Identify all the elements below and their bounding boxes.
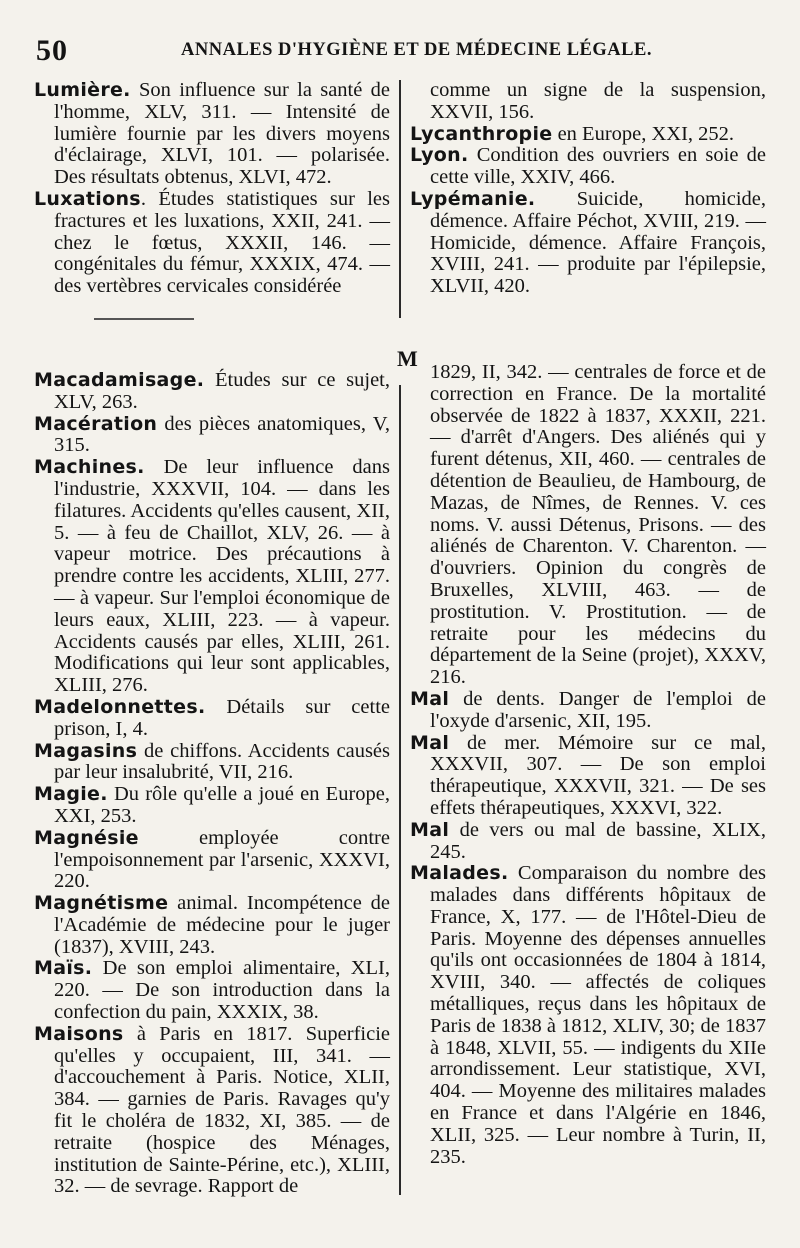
entry-term: Luxations [34, 187, 141, 210]
column-rule-top [399, 80, 401, 318]
index-entry [34, 784, 390, 828]
section-gap [410, 298, 766, 362]
entry-text: de vers ou mal de bassine, XLIX, 245. [430, 818, 766, 863]
entry-text: De leur influence dans l'industrie, XXXVII, 104. — dans les filatures. Accidents qu'elles causent, XII, 5. — à feu de Chaillot, XLV, 26. — à vapeur motrice. Des précautions à prendre contre les accidents, XLIII, 277. — à vapeur. Sur l'emploi économique de leurs eaux, XLIII, 223. — à vapeur. Accidents causés par elles, XLIII, 261. Modifications qui leur sont applicables, XLIII, 276. [54, 456, 390, 697]
index-entry [34, 1024, 390, 1198]
index-entry [410, 124, 766, 146]
entry-text: Études sur ce sujet, XLV, 263. [54, 368, 390, 413]
entry-term: Malades. [410, 862, 509, 885]
entry-text: Comparaison du nombre des malades dans différents hôpitaux de France, X, 177. — de l'Hôtel-Dieu de Paris. Moyenne des dépenses annuelles qu'ils ont occasionnées de 1804 à 1814, XVIII, 340. — affectés de coliques métalliques, reçus dans les hôpitaux de Paris de 1838 à 1812, XLIV, 30; de 1837 à 1848, XLVII, 55. — indigents du XIIe arrondissement. Leur statistique, XVI, 404. — Moyenne des militaires malades en France et dans l'Algérie en 1846, XLII, 325. — Leur nombre à Turin, II, 235. [430, 862, 766, 1168]
index-entry [410, 145, 766, 189]
index-entry [34, 741, 390, 785]
entry-term: Maïs. [34, 957, 93, 980]
entry-text: animal. Incompétence de l'Académie de médecine pour le juger (1837), XVIII, 243. [54, 892, 390, 958]
right-column [410, 80, 766, 1168]
entry-text: Suicide, homicide, démence. Affaire Péchot, XVIII, 219. — Homicide, démence. Affaire François, XVIII, 241. — produite par l'épilepsie, XLVII, 420. [430, 187, 766, 298]
running-title: ANNALES D'HYGIÈNE ET DE MÉDECINE LÉGALE. [181, 40, 652, 60]
entry-term: Macération [34, 412, 158, 435]
index-entry [34, 893, 390, 958]
index-entry [34, 189, 390, 298]
section-separator [94, 304, 194, 320]
index-entry [410, 820, 766, 864]
entry-text: des pièces anatomiques, V, 315. [54, 412, 390, 457]
entry-term: Maisons [34, 1022, 124, 1045]
page-number: 50 [36, 34, 68, 67]
section-letter: M [397, 346, 418, 371]
entry-text: De son emploi alimentaire, XLI, 220. — De son introduction dans la confection du pain, XXXIX, 38. [54, 957, 390, 1024]
index-entry [34, 414, 390, 458]
page-header [36, 34, 762, 70]
entry-text: de mer. Mémoire sur ce mal, XXXVII, 307. — De son emploi thérapeutique, XXXVII, 321. — De ses effets thérapeutiques, XXXVI, 322. [430, 731, 766, 819]
left-column [34, 80, 390, 1198]
entry-text: Condition des ouvriers en soie de cette ville, XXIV, 466. [430, 144, 766, 189]
entry-text: Son influence sur la santé de l'homme, XLV, 311. — Intensité de lumière fournie par les divers moyens d'éclairage, XLVI, 101. — polarisée. Des résultats obtenus, XLVI, 472. [54, 79, 390, 189]
section-gap [34, 326, 390, 370]
index-entry [410, 733, 766, 820]
continued-entry [410, 80, 766, 124]
index-entry [410, 689, 766, 733]
index-entry [34, 958, 390, 1023]
entry-term: Magasins [34, 739, 138, 762]
entry-term: Lumière. [34, 79, 131, 101]
entry-term: Madelonnettes. [34, 695, 206, 718]
entry-text: de dents. Danger de l'emploi de l'oxyde d'arsenic, XII, 195. [430, 687, 766, 732]
entry-term: Lyon. [410, 144, 469, 167]
index-entry [34, 457, 390, 697]
index-entry [34, 697, 390, 741]
column-rule-bottom [399, 385, 401, 1195]
entry-term: Lypémanie. [410, 187, 536, 210]
entry-term: Machines. [34, 456, 145, 479]
entry-text: à Paris en 1817. Superficie qu'elles y occupaient, III, 341. — d'accouchement à Paris. Notice, XLII, 384. — garnies de Paris. Ravages qu'y fit le choléra de 1832, XI, 385. — de retraite (hospice des Ménages, institution de Sainte-Périne, etc.), XLIII, 32. — de sevrage. Rapport de [54, 1022, 390, 1198]
entry-text: en Europe, XXI, 252. [552, 122, 735, 145]
entry-term: Magnétisme [34, 892, 169, 915]
entry-term: Magie. [34, 783, 108, 806]
entry-text: . Études statistiques sur les fractures et les luxations, XXII, 241. — chez le fœtus, XXXII, 146. — congénitales du fémur, XXXIX, 474. — des vertèbres cervicales considérée [54, 187, 390, 298]
entry-text: 1829, II, 342. — centrales de force et de correction en France. De la mortalité observée de 1822 à 1837, XXXII, 221. — d'arrêt d'Angers. Des aliénés qui y furent détenus, XII, 460. — centrales de détention de Beaulieu, de Hambourg, de Mazas, de Nîmes, de Rennes. V. ces noms. V. aussi Détenus, Prisons. — des aliénés de Charenton. V. Charenton. — d'ouvriers. Opinion du congrès de Bruxelles, XLVIII, 463. — de prostitution. V. Prostitution. — de retraite pour les médecins du département de la Seine (projet), XXXV, 216. [430, 360, 766, 689]
entry-term: Mal [410, 687, 450, 710]
entry-text: de chiffons. Accidents causés par leur insalubrité, VII, 216. [54, 739, 390, 784]
continued-entry [410, 362, 766, 689]
entry-term: Macadamisage. [34, 368, 205, 391]
entry-text: comme un signe de la suspension, XXVII, 156. [430, 79, 766, 123]
index-entry [34, 370, 390, 414]
entry-text: Détails sur cette prison, I, 4. [54, 695, 390, 740]
entry-term: Mal [410, 731, 450, 754]
entry-term: Mal [410, 818, 450, 841]
entry-text: Du rôle qu'elle a joué en Europe, XXI, 253. [54, 783, 390, 827]
index-entry [410, 189, 766, 298]
index-entry [410, 863, 766, 1168]
index-entry [34, 828, 390, 893]
index-entry [34, 80, 390, 189]
entry-term: Magnésie [34, 826, 139, 849]
entry-text: employée contre l'empoisonnement par l'arsenic, XXXVI, 220. [54, 826, 390, 893]
entry-term: Lycanthropie [410, 122, 553, 145]
